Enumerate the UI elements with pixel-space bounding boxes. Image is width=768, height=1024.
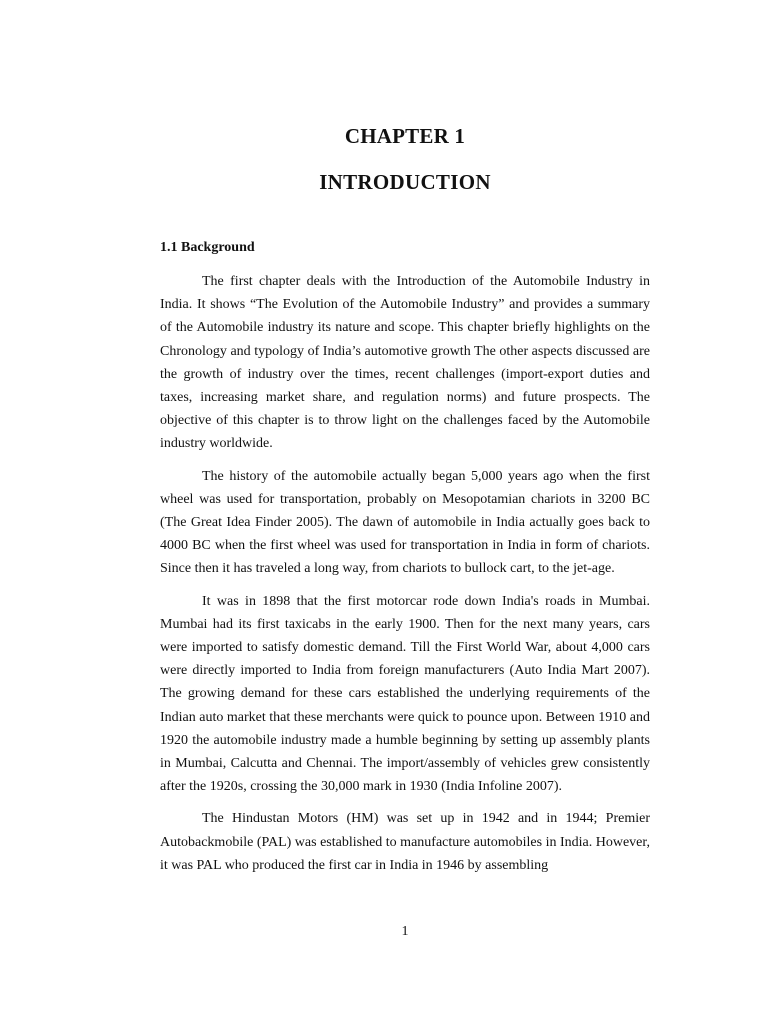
body-text: [160, 270, 650, 886]
chapter-label: CHAPTER 1: [344, 124, 466, 148]
paragraph-4: The Hindustan Motors (HM) was set up in 1942 and in 1944; Premier Autobackmobile (PAL) was established to manufacture automobiles in India. However, it was PAL who produced the first car in India in 1946 by assembling: [160, 811, 650, 873]
chapter-title: INTRODUCTION: [319, 170, 491, 194]
page-number: 1: [401, 924, 409, 939]
paragraph-3: It was in 1898 that the first motorcar rode down India's roads in Mumbai. Mumbai had its first taxicabs in the early 1900. Then for the next many years, cars were imported to satisfy domestic demand. Till the First World War, about 4,000 cars were directly imported to India from foreign manufacturers (Auto India Mart 2007). The growing demand for these cars established the underlying requirements of the Indian auto market that these merchants were quick to pounce upon. Between 1910 and 1920 the automobile industry made a humble beginning by setting up assembly plants in Mumbai, Calcutta and Chennai. The import/assembly of vehicles grew consistently after the 1920s, crossing the 30,000 mark in 1930 (India Infoline 2007).: [160, 593, 650, 795]
paragraph-1: The first chapter deals with the Introduction of the Automobile Industry in India. It shows “The Evolution of the Automobile Industry” and provides a summary of the Automobile industry its nature and scope. This chapter briefly highlights on the Chronology and typology of India’s automotive growth The other aspects discussed are the growth of industry over the times, recent challenges (import-export duties and taxes, increasing market share, and regulation norms) and future prospects. The objective of this chapter is to throw light on the challenges faced by the Automobile industry worldwide.: [160, 274, 650, 452]
section-heading: 1.1 Background: [160, 240, 255, 255]
paragraph-2: The history of the automobile actually began 5,000 years ago when the first wheel was used for transportation, probably on Mesopotamian chariots in 3200 BC (The Great Idea Finder 2005). The dawn of automobile in India actually goes back to 4000 BC when the first wheel was used for transportation in India in form of chariots. Since then it has traveled a long way, from chariots to bullock cart, to the jet-age.: [160, 468, 650, 577]
